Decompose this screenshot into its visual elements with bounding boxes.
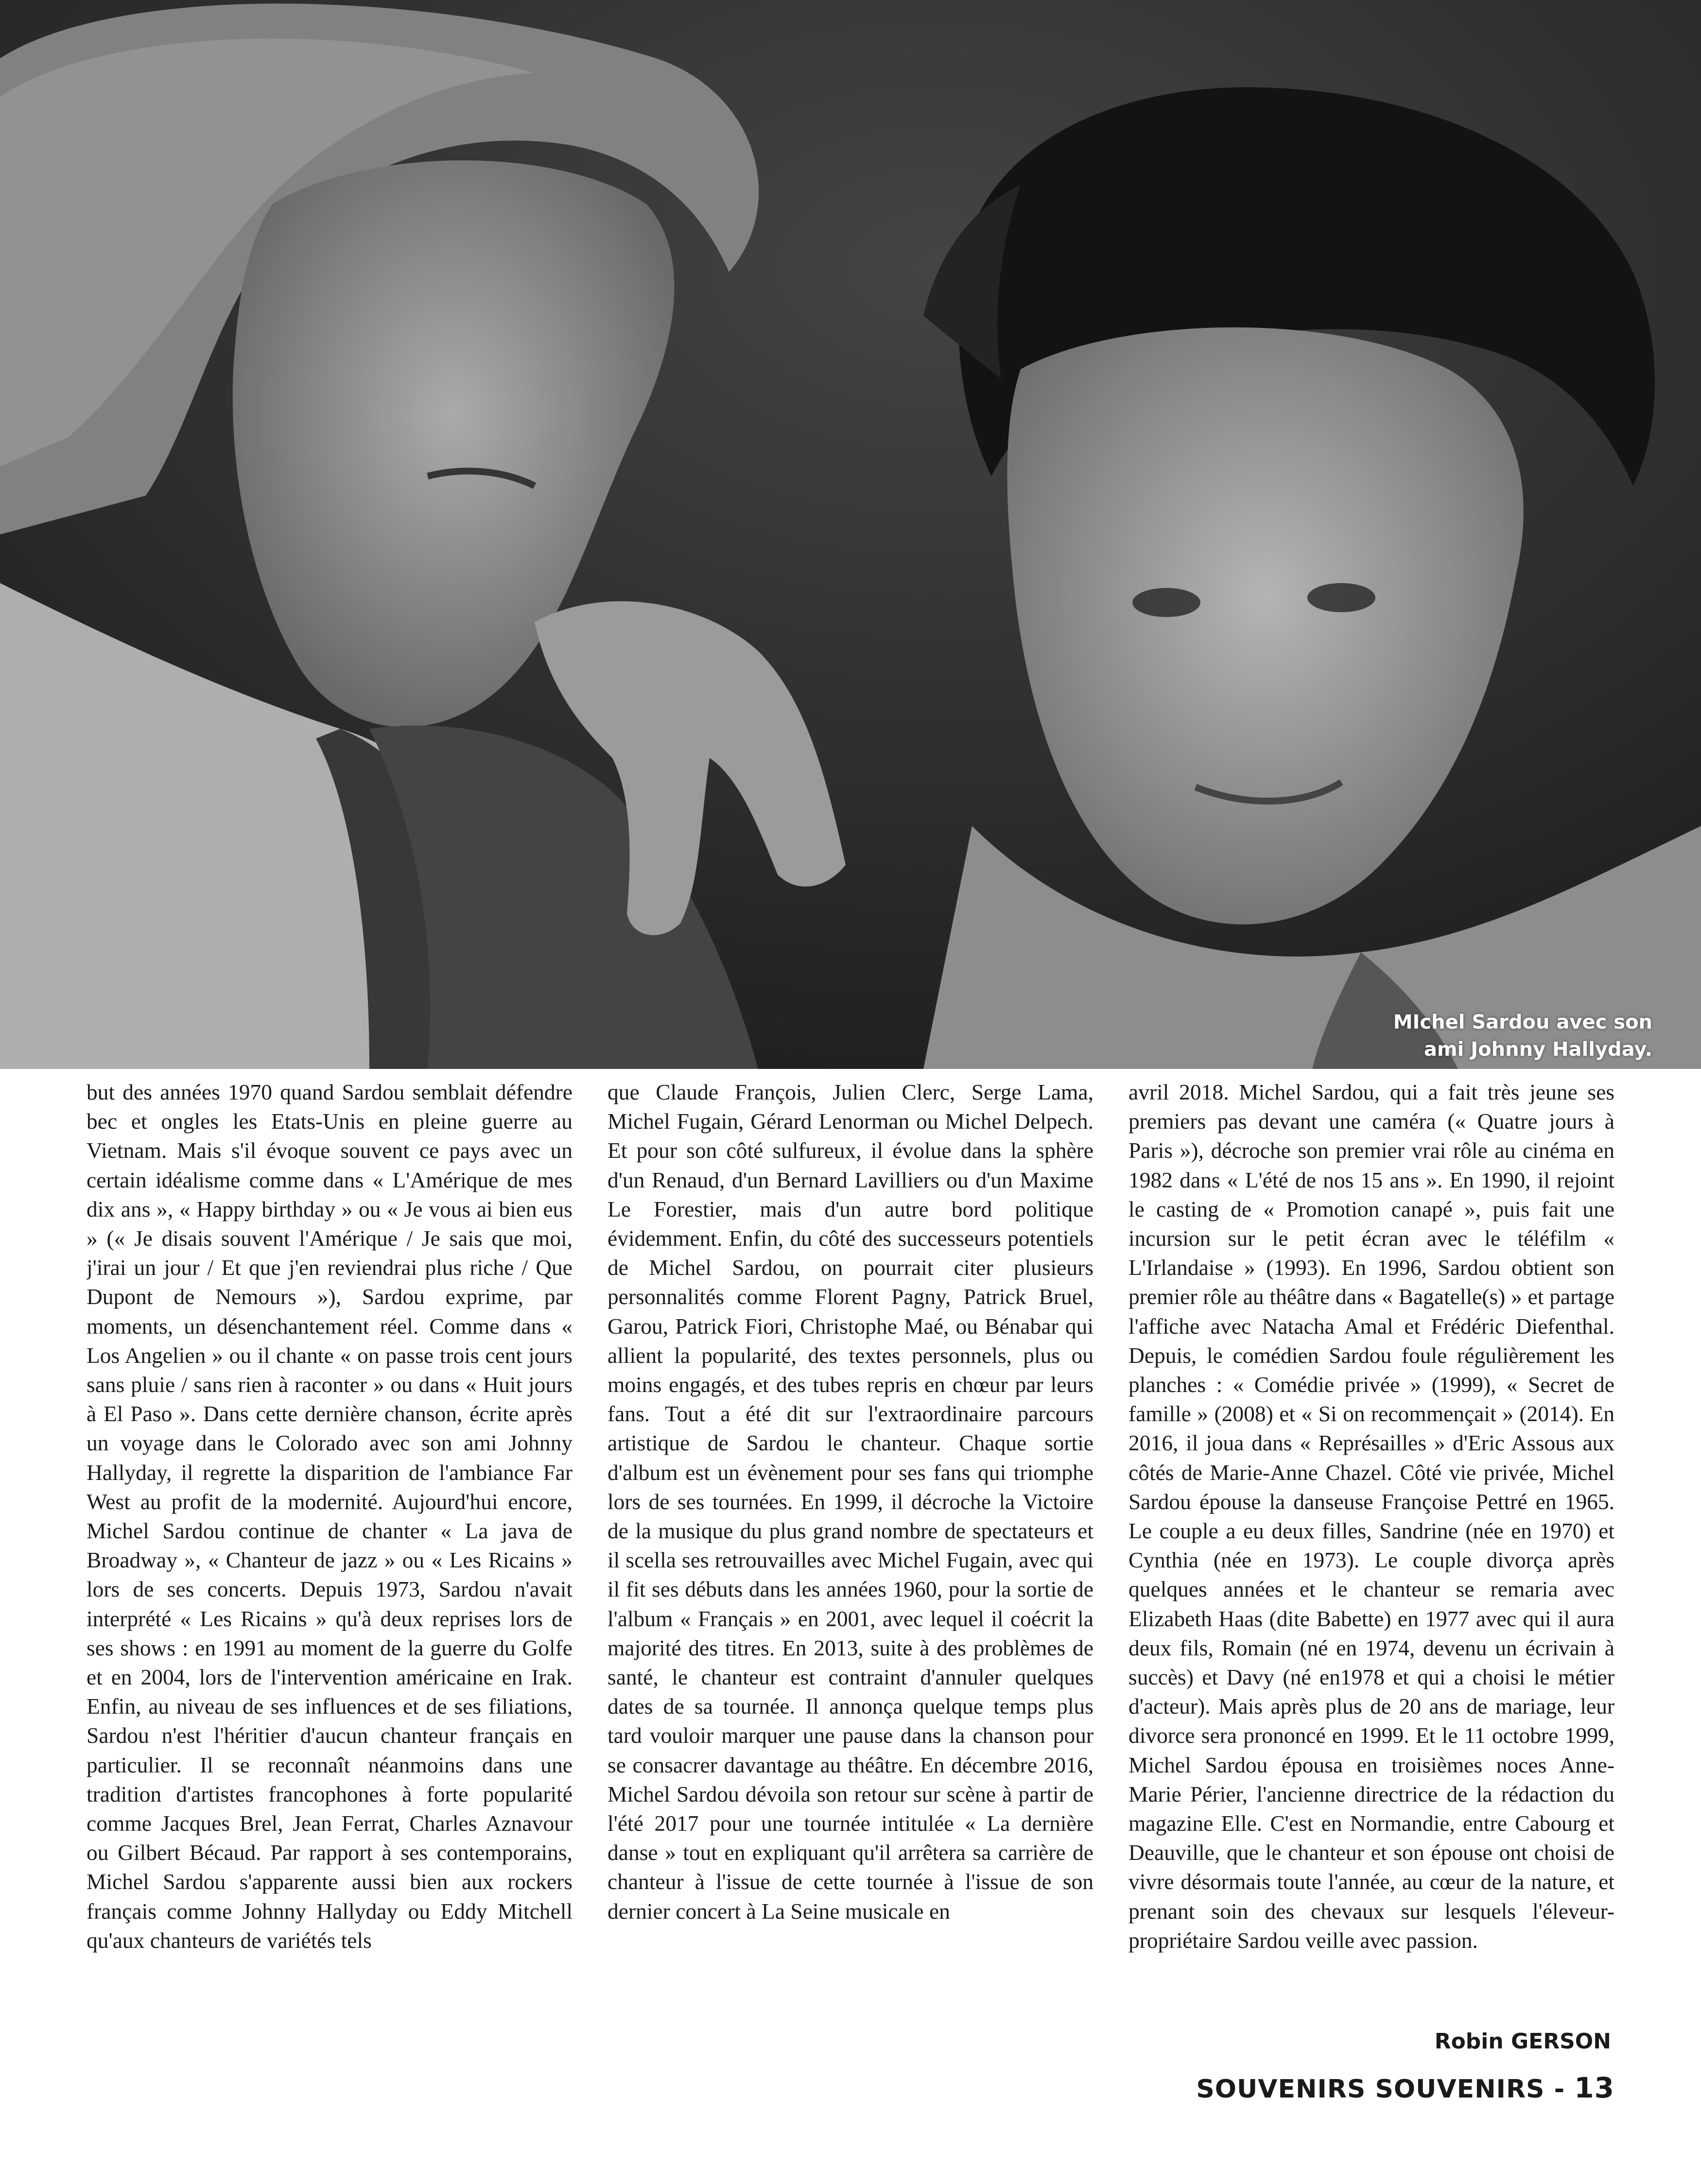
magazine-name: SOUVENIRS SOUVENIRS: [1196, 2075, 1545, 2104]
column-1-text: but des années 1970 quand Sardou semblait défendre bec et ongles les Etats-Unis en pleine guerre au Vietnam. Mais s'il évoque souvent ce pays avec un certain idéalisme comme dans « L'Amérique de mes dix ans », « Happy birthday » ou « Je vous ai bien eus » (« Je disais souvent l'Amérique / Je sais que moi, j'irai un jour / Et que j'en reviendrai plus riche / Que Dupont de Nemours »), Sardou exprime, par moments, un désenchantement réel. Comme dans « Los Angelien » ou il chante « on passe trois cent jours sans pluie / sans rien à raconter » ou dans « Huit jours à El Paso ». Dans cette dernière chanson, écrite après un voyage dans le Colorado avec son ami Johnny Hallyday, il regrette la disparition de l'ambiance Far West au profit de la modernité. Aujourd'hui encore, Michel Sardou continue de chanter « La java de Broadway », « Chanteur de jazz » ou « Les Ricains » lors de ses concerts. Depuis 1973, Sardou n'avait interprété « Les Ricains » qu'à deux reprises lors de ses shows : en 1991 au moment de la guerre du Golfe et en 2004, lors de l'intervention américaine en Irak. Enfin, au niveau de ses influences et de ses filiations, Sardou n'est l'héritier d'aucun chanteur français en particulier. Il se reconnaît néanmoins dans une tradition d'artistes francophones à forte popularité comme Jacques Brel, Jean Ferrat, Charles Aznavour ou Gilbert Bécaud. Par rapport à ses contemporains, Michel Sardou s'apparente aussi bien aux rockers français comme Johnny Hallyday ou Eddy Mitchell qu'aux chanteurs de variétés tels: [87, 1080, 573, 1953]
caption-line-1: MIchel Sardou avec son: [1393, 1011, 1652, 1033]
column-2-text: que Claude François, Julien Clerc, Serge Lama, Michel Fugain, Gérard Lenorman ou Michel Delpech. Et pour son côté sulfureux, il évolue dans la sphère d'un Renaud, d'un Bernard Lavilliers ou d'un Maxime Le Forestier, mais d'un autre bord politique évidemment. Enfin, du côté des successeurs potentiels de Michel Sardou, on pourrait citer plusieurs personnalités comme Florent Pagny, Patrick Bruel, Garou, Patrick Fiori, Christophe Maé, ou Bénabar qui allient la popularité, des textes personnels, plus ou moins engagés, et des tubes repris en chœur par leurs fans. Tout a été dit sur l'extraordinaire parcours artistique de Sardou le chanteur. Chaque sortie d'album est un évènement pour ses fans qui triomphe lors de ses tournées. En 1999, il décroche la Victoire de la musique du plus grand nombre de spectateurs et il scella ses retrouvailles avec Michel Fugain, avec qui il fit ses débuts dans les années 1960, pour la sortie de l'album « Français » en 2001, avec lequel il coécrit la majorité des titres. En 2013, suite à des problèmes de santé, le chanteur est contraint d'annuler quelques dates de sa tournée. Il annonça quelque temps plus tard vouloir marquer une pause dans la chanson pour se consacrer davantage au théâtre. En décembre 2016, Michel Sardou dévoila son retour sur scène à partir de l'été 2017 pour une tournée intitulée « La dernière danse » tout en expliquant qu'il arrêtera sa carrière de chanteur à l'issue de cette tournée à l'issue de son dernier concert à La Seine musicale en: [608, 1080, 1094, 1924]
page-footer: [1196, 2071, 1614, 2106]
footer-separator: -: [1545, 2075, 1575, 2104]
page-number: 13: [1574, 2071, 1614, 2104]
article-body: [87, 1078, 1614, 2025]
article-column-3: [1128, 1078, 1614, 2025]
caption-line-2: ami Johnny Hallyday.: [1423, 1038, 1652, 1061]
article-column-2: [608, 1078, 1094, 2025]
author-byline: Robin GERSON: [1434, 2029, 1611, 2054]
photo-illustration: [0, 0, 1701, 1069]
header-photo: [0, 0, 1701, 1069]
column-3-text: avril 2018. Michel Sardou, qui a fait très jeune ses premiers pas devant une caméra (« Quatre jours à Paris »), décroche son premier vrai rôle au cinéma en 1982 dans « L'été de nos 15 ans ». En 1990, il rejoint le casting de « Promotion canapé », puis fait une incursion sur le petit écran avec le téléfilm « L'Irlandaise » (1993). En 1996, Sardou obtient son premier rôle au théâtre dans « Bagatelle(s) » et partage l'affiche avec Natacha Amal et Frédéric Diefenthal. Depuis, le comédien Sardou foule régulièrement les planches : « Comédie privée » (1999), « Secret de famille » (2008) et « Si on recommençait » (2014). En 2016, il joua dans « Représailles » d'Eric Assous aux côtés de Marie-Anne Chazel. Côté vie privée, Michel Sardou épouse la danseuse Françoise Pettré en 1965. Le couple a eu deux filles, Sandrine (née en 1970) et Cynthia (née en 1973). Le couple divorça après quelques années et le chanteur se remaria avec Elizabeth Haas (dite Babette) en 1977 avec qui il aura deux fils, Romain (né en 1974, devenu un écrivain à succès) et Davy (né en1978 et qui a choisi le métier d'acteur). Mais après plus de 20 ans de mariage, leur divorce sera prononcé en 1999. Et le 11 octobre 1999, Michel Sardou épousa en troisièmes noces Anne-Marie Périer, l'ancienne directrice de la rédaction du magazine Elle. C'est en Normandie, entre Cabourg et Deauville, que le chanteur et son épouse ont choisi de vivre désormais toute l'année, au cœur de la nature, et prenant soin des chevaux sur lesquels l'éleveur-propriétaire Sardou veille avec passion.: [1128, 1080, 1614, 1953]
article-column-1: [87, 1078, 573, 2025]
photo-caption: [1393, 1009, 1652, 1063]
